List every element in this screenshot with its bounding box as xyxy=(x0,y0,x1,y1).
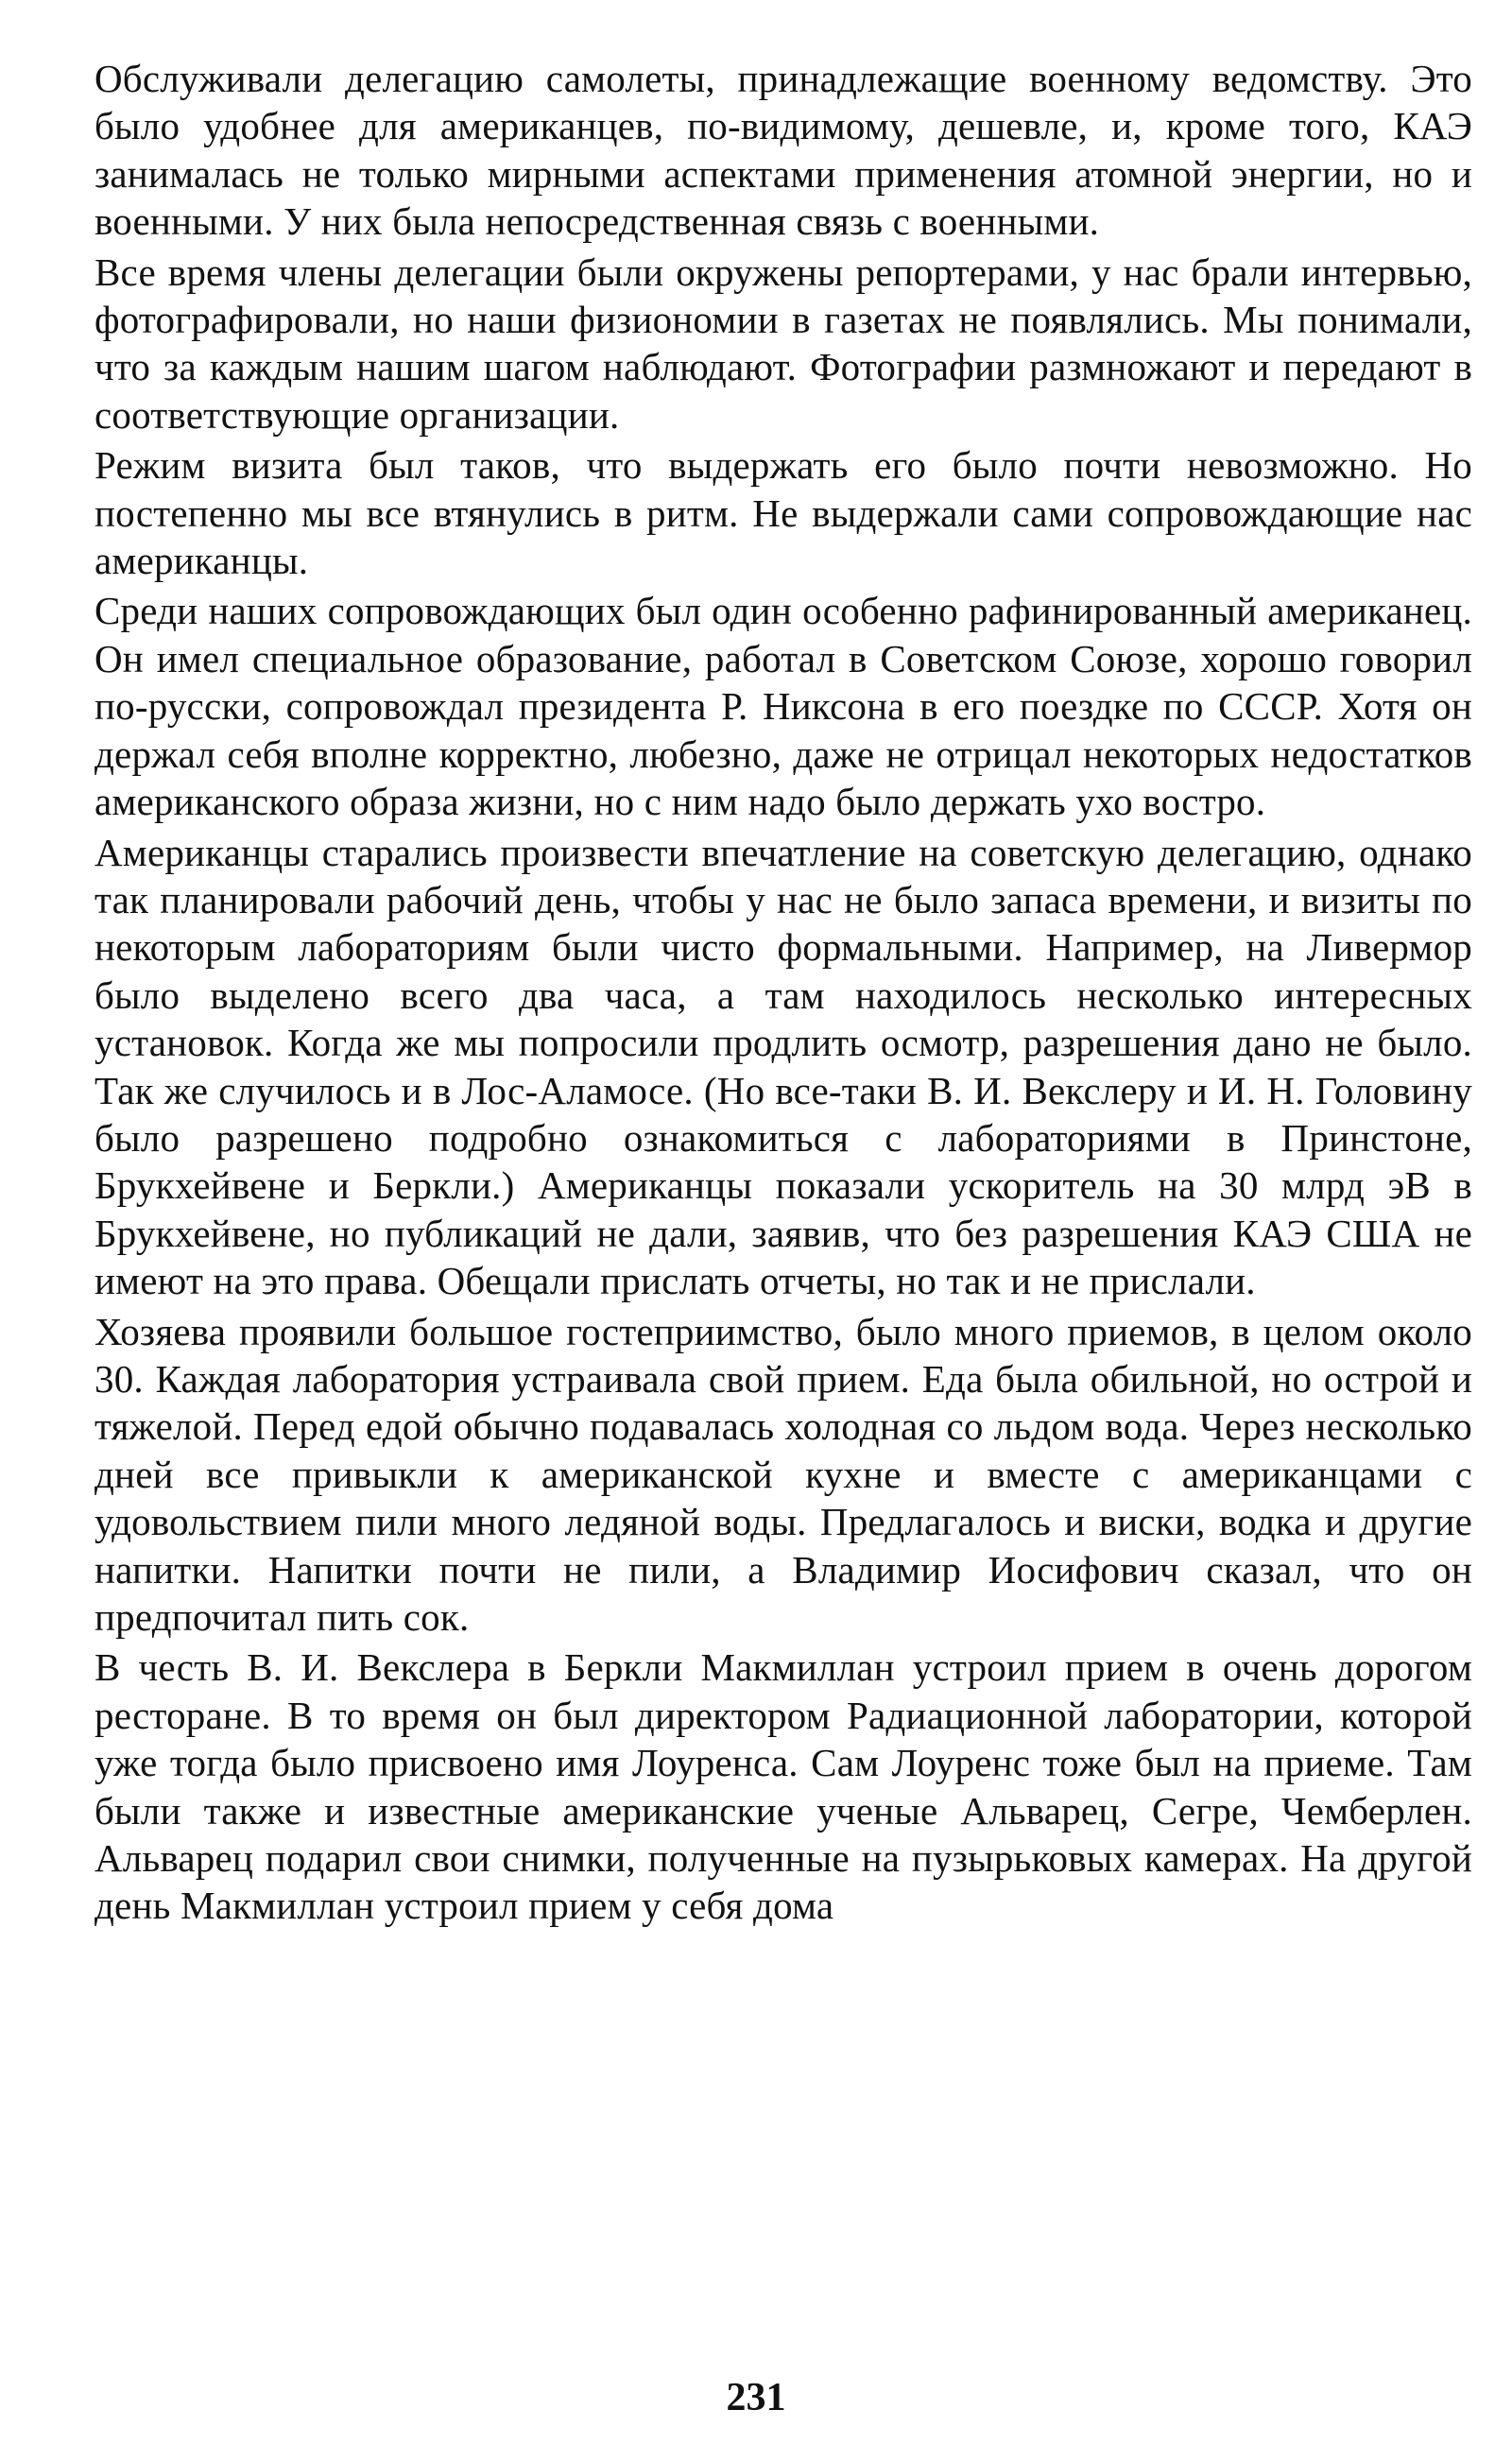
paragraph-4: Среди наших сопровождающих был один особенно рафинированный американец. Он имел специальное образование, работал в Советском Союзе, хорошо говорил по-русски, сопровождал президента Р. Никсона в его поездке по СССР. Хотя он держал себя вполне корректно, любезно, даже не отрицал некоторых недостатков американского образа жизни, но с ним надо было держать ухо востро. xyxy=(94,589,1472,824)
paragraph-5: Американцы старались произвести впечатление на советскую делегацию, однако так планировали рабочий день, чтобы у нас не было запаса времени, и визиты по некоторым лабораториям были чисто формальными. Например, на Ливермор было выделено всего два часа, а там находилось несколько интересных установок. Когда же мы попросили продлить осмотр, разрешения дано не было. Так же случилось и в Лос-Аламосе. (Но все-таки В. И. Векслеру и И. Н. Головину было разрешено подробно ознакомиться с лабораториями в Принстоне, Брукхейвене и Беркли.) Американцы показали ускоритель на 30 млрд эВ в Брукхейвене, но публикаций не дали, заявив, что без разрешения КАЭ США не имеют на это права. Обещали прислать отчеты, но так и не прислали. xyxy=(94,830,1472,1303)
paragraph-6: Хозяева проявили большое гостеприимство, было много приемов, в целом около 30. Каждая лаборатория устраивала свой прием. Еда была обильной, но острой и тяжелой. Перед едой обычно подавалась холодная со льдом вода. Через несколько дней все привыкли к американской кухне и вместе с американцами с удовольствием пили много ледяной воды. Предлагалось и виски, водка и другие напитки. Напитки почти не пили, а Владимир Иосифович сказал, что он предпочитал пить сок. xyxy=(94,1309,1472,1639)
page-number: 231 xyxy=(726,2376,786,2419)
paragraph-2: Все время члены делегации были окружены репортерами, у нас брали интервью, фотографировали, но наши физиономии в газетах не появлялись. Мы понимали, что за каждым нашим шагом наблюдают. Фотографии размножают и передают в соответствующие организации. xyxy=(94,250,1472,437)
body-text xyxy=(94,55,1472,1930)
paragraph-7: В честь В. И. Векслера в Беркли Макмиллан устроил прием в очень дорогом ресторане. В то время он был директором Радиационной лаборатории, которой уже тогда было присвоено имя Лоуренса. Сам Лоуренс тоже был на приеме. Там были также и известные американские ученые Альварец, Сегре, Чемберлен. Альварец подарил свои снимки, полученные на пузырьковых камерах. На другой день Макмиллан устроил прием у себя дома xyxy=(94,1645,1472,1928)
paragraph-3: Режим визита был таков, что выдержать его было почти невозможно. Но постепенно мы все втянулись в ритм. Не выдержали сами сопровождающие нас американцы. xyxy=(94,443,1472,583)
paragraph-1: Обслуживали делегацию самолеты, принадлежащие военному ведомству. Это было удобнее для американцев, по-видимому, дешевле, и, кроме того, КАЭ занималась не только мирными аспектами применения атомной энергии, но и военными. У них была непосредственная связь с военными. xyxy=(94,57,1472,244)
